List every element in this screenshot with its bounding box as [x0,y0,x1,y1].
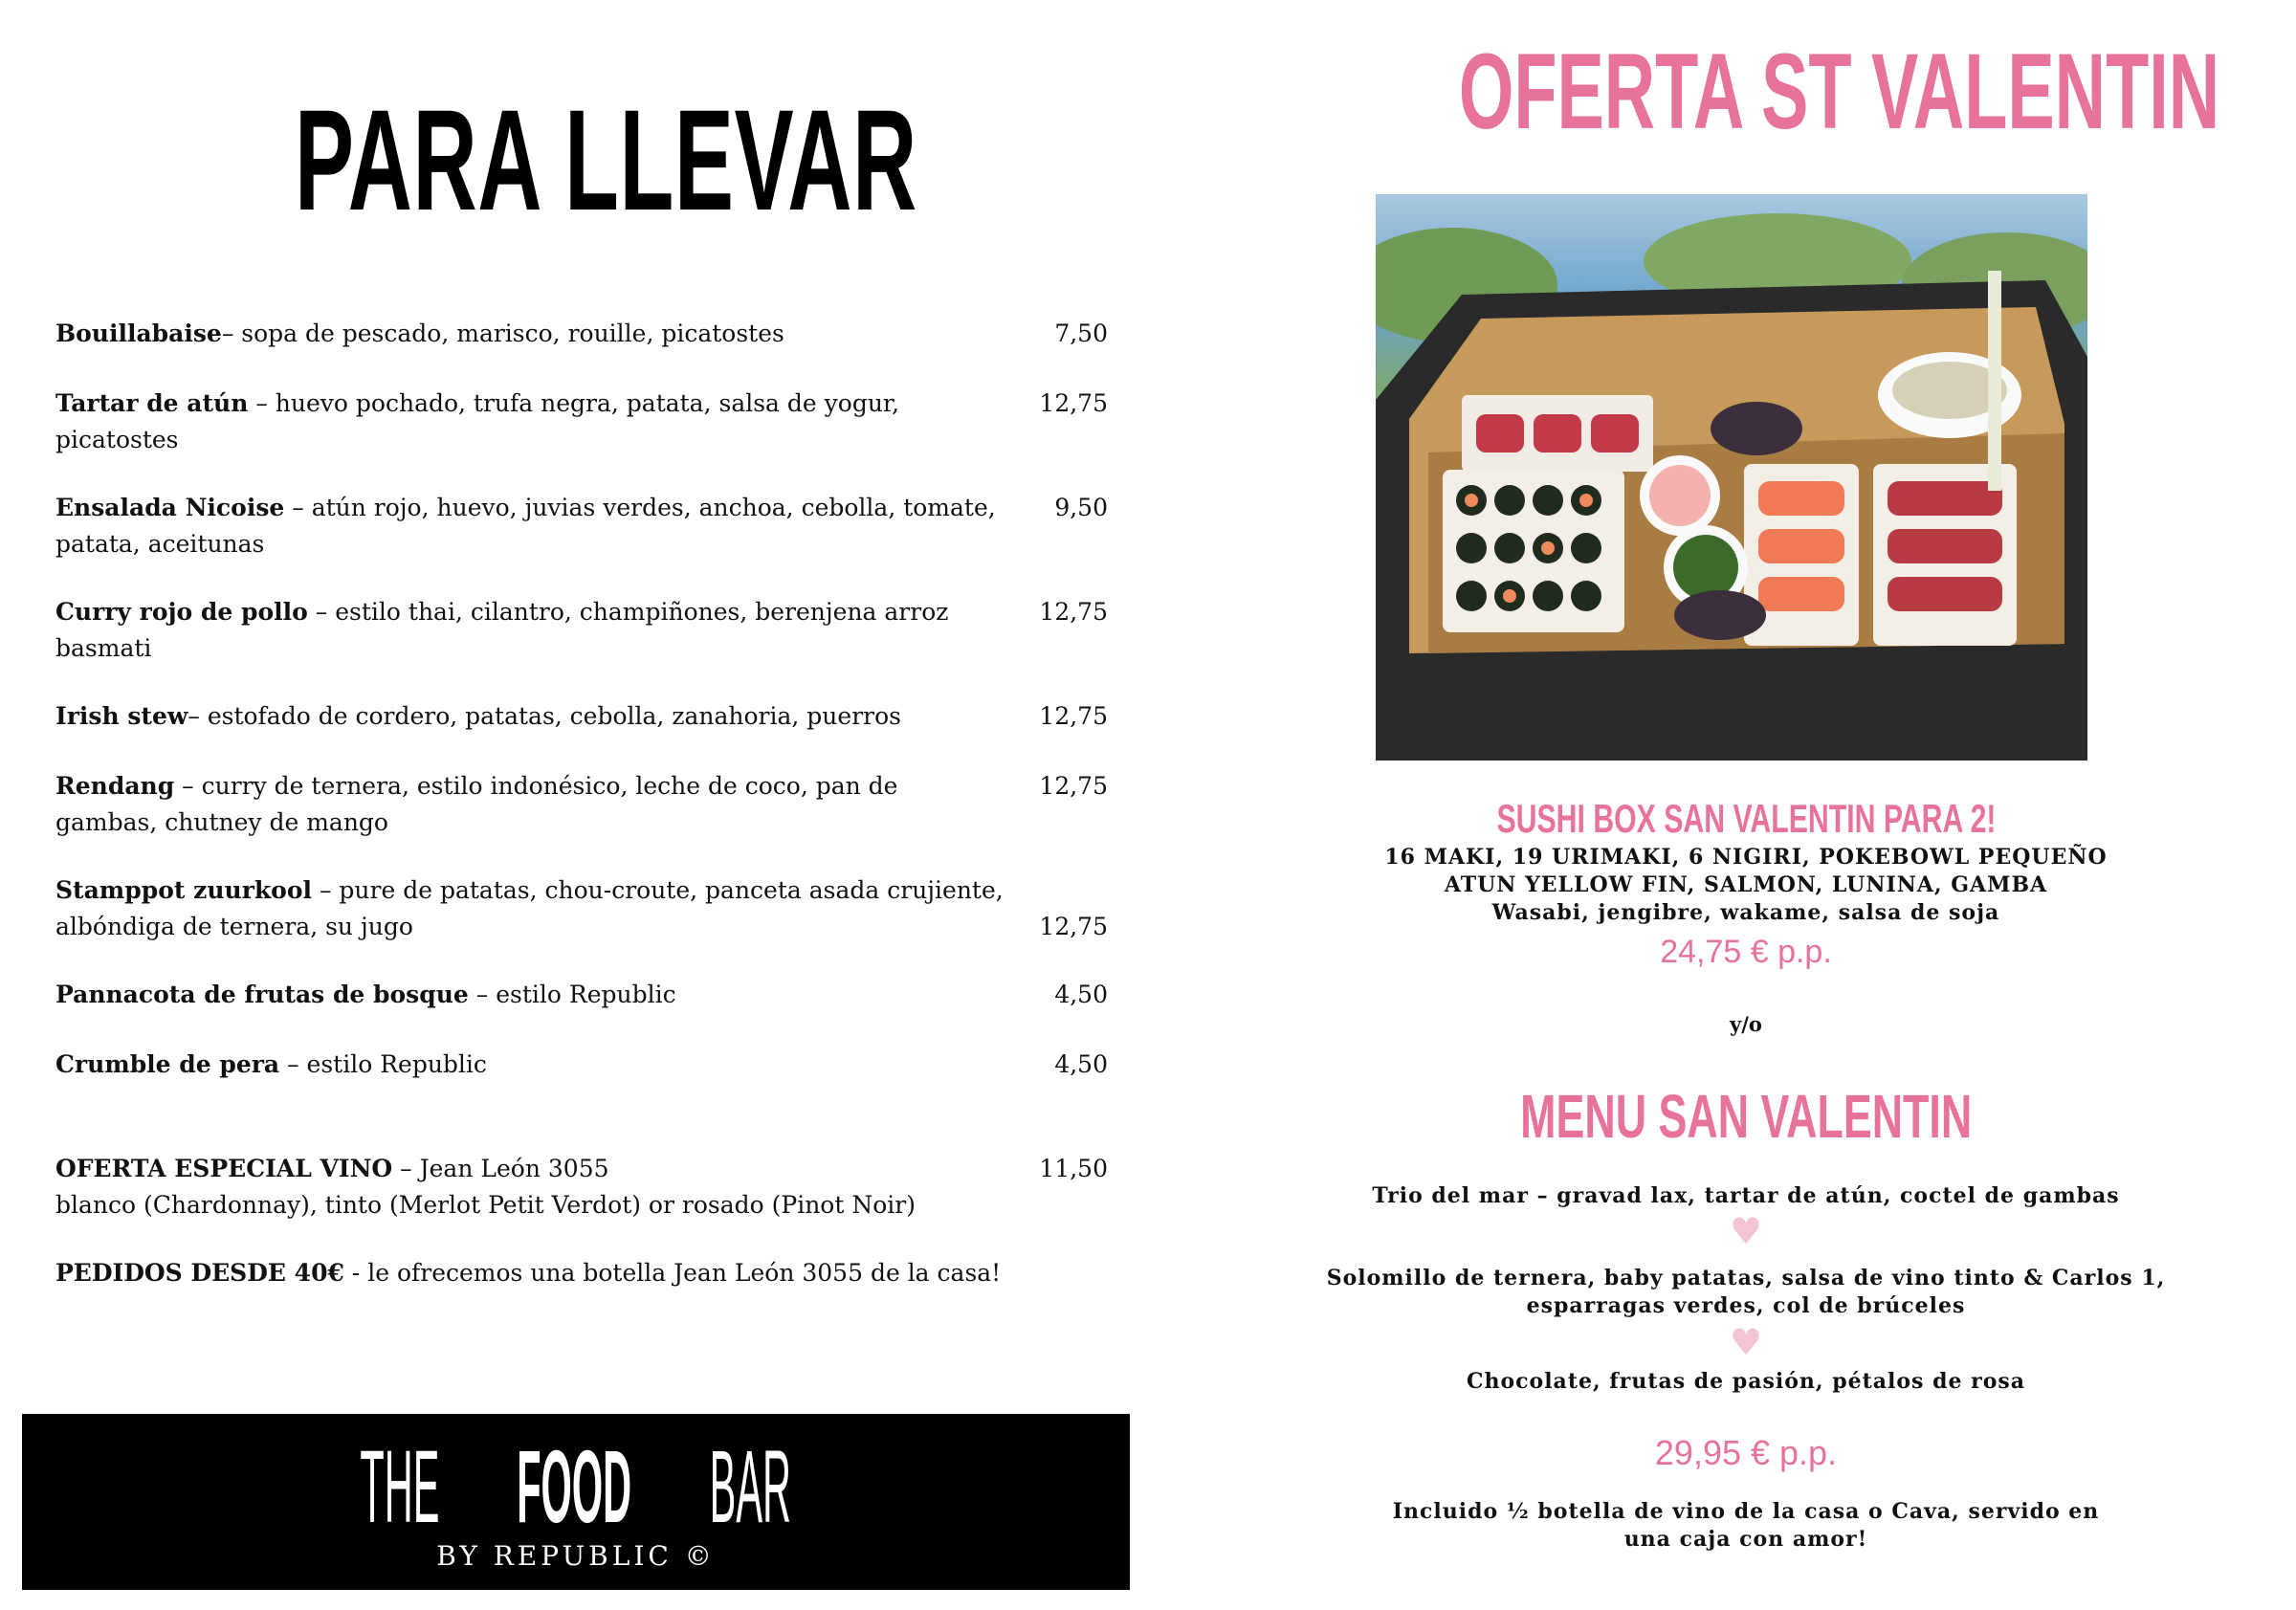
item-price: 12,75 [1039,389,1108,417]
menu-item [55,386,1108,458]
valentine-menu-note: Incluido ½ botella de vino de la casa o Cava, servido en una caja con amor! [1392,1499,2100,1552]
valentine-menu-price: 29,95 € p.p. [1654,1433,1838,1472]
item-price: 12,75 [1039,598,1108,626]
valentine-menu-title: MENU SAN VALENTIN [1519,1082,1973,1151]
sushi-box-line: ATUN YELLOW FIN, SALMON, LUNINA, GAMBA [1444,872,2048,897]
item-name: Tartar de atún [55,389,249,417]
menu-item [55,768,1108,841]
item-description: – curry de ternera, estilo indonésico, leche de coco, pan de gambas, chutney de mango [55,772,898,836]
item-price: 7,50 [1054,320,1108,347]
sushi-box-illustration [1376,194,2087,761]
orders-note-text: - le ofrecemos una botella Jean León 3055 de la casa! [343,1259,1002,1287]
item-name: Stamppot zuurkool [55,876,313,904]
sushi-box-photo [1376,194,2087,761]
item-name: Pannacota de frutas de bosque [55,981,469,1008]
heart-icon: ♥ [1729,1321,1763,1363]
logo-byline: BY REPUBLIC © [436,1540,716,1572]
takeaway-title: PARA LLEVAR [295,79,917,240]
item-description: – estofado de cordero, patatas, cebolla, zanahoria, puerros [188,702,901,730]
item-price: 4,50 [1054,1050,1108,1078]
item-name: Bouillabaise [55,320,222,347]
menu-course-starter: Trio del mar – gravad lax, tartar de atún, coctel de gambas [1372,1183,2120,1208]
logo-food: FOOD [517,1428,632,1544]
item-price: 12,75 [1039,772,1108,800]
valentine-title: OFERTA ST VALENTIN [1458,32,2220,151]
menu-item [55,316,1108,352]
item-name: Curry rojo de pollo [55,598,308,626]
item-price: 4,50 [1054,981,1108,1008]
wine-offer-name: OFERTA ESPECIAL VINO [55,1155,393,1182]
item-name: Rendang [55,772,175,800]
item-description: – estilo thai, cilantro, champiñones, berenjena arroz basmati [55,598,949,662]
item-description: – estilo Republic [279,1050,487,1078]
food-bar-logo [22,1414,1130,1590]
wine-offer-price: 11,50 [1039,1155,1108,1182]
item-name: Ensalada Nicoise [55,494,285,521]
sushi-box-line: Wasabi, jengibre, wakame, salsa de soja [1491,900,2000,925]
item-price: 12,75 [1039,913,1108,940]
sushi-box-price: 24,75 € p.p. [1660,934,1832,970]
item-price: 9,50 [1054,494,1108,521]
wine-offer-options: blanco (Chardonnay), tinto (Merlot Petit Verdot) or rosado (Pinot Noir) [55,1191,916,1219]
menu-item [55,698,1108,735]
menu-item [55,977,1108,1013]
wine-offer-brand: – Jean León 3055 [392,1155,609,1182]
logo-the: THE [360,1428,440,1544]
logo-bar: BAR [709,1428,791,1544]
menu-item [55,490,1108,562]
menu-course-main: Solomillo de ternera, baby patatas, salsa de vino tinto & Carlos 1, esparragas verdes, col de brúceles [1326,1266,2166,1318]
item-description: – huevo pochado, trufa negra, patata, salsa de yogur, picatostes [55,389,900,453]
item-name: Irish stew [55,702,188,730]
item-name: Crumble de pera [55,1050,280,1078]
menu-item [55,594,1108,667]
item-description: – atún rojo, huevo, juvias verdes, anchoa, cebolla, tomate, patata, aceitunas [55,494,996,558]
item-price: 12,75 [1039,702,1108,730]
menu-course-dessert: Chocolate, frutas de pasión, pétalos de rosa [1466,1369,2026,1394]
orders-note [55,1255,1108,1291]
item-description: – estilo Republic [468,981,676,1008]
item-description: – sopa de pescado, marisco, rouille, picatostes [221,320,784,347]
and-or-separator: y/o [1730,1012,1762,1036]
menu-item [55,1047,1108,1083]
heart-icon: ♥ [1729,1210,1763,1252]
logo-wordmark [22,1428,1130,1544]
sushi-box-line: 16 MAKI, 19 URIMAKI, 6 NIGIRI, POKEBOWL PEQUEÑO [1384,845,2108,870]
sushi-box-contents [1263,844,2229,927]
wine-offer [55,1151,1108,1224]
sushi-box-title: SUSHI BOX SAN VALENTIN PARA 2! [1496,796,1996,841]
item-description: – pure de patatas, chou-croute, panceta asada crujiente, albóndiga de ternera, su jugo [55,876,1004,940]
valentine-offer [1263,0,2296,1610]
menu-item [55,872,1108,945]
orders-note-title: PEDIDOS DESDE 40€ [55,1259,344,1287]
